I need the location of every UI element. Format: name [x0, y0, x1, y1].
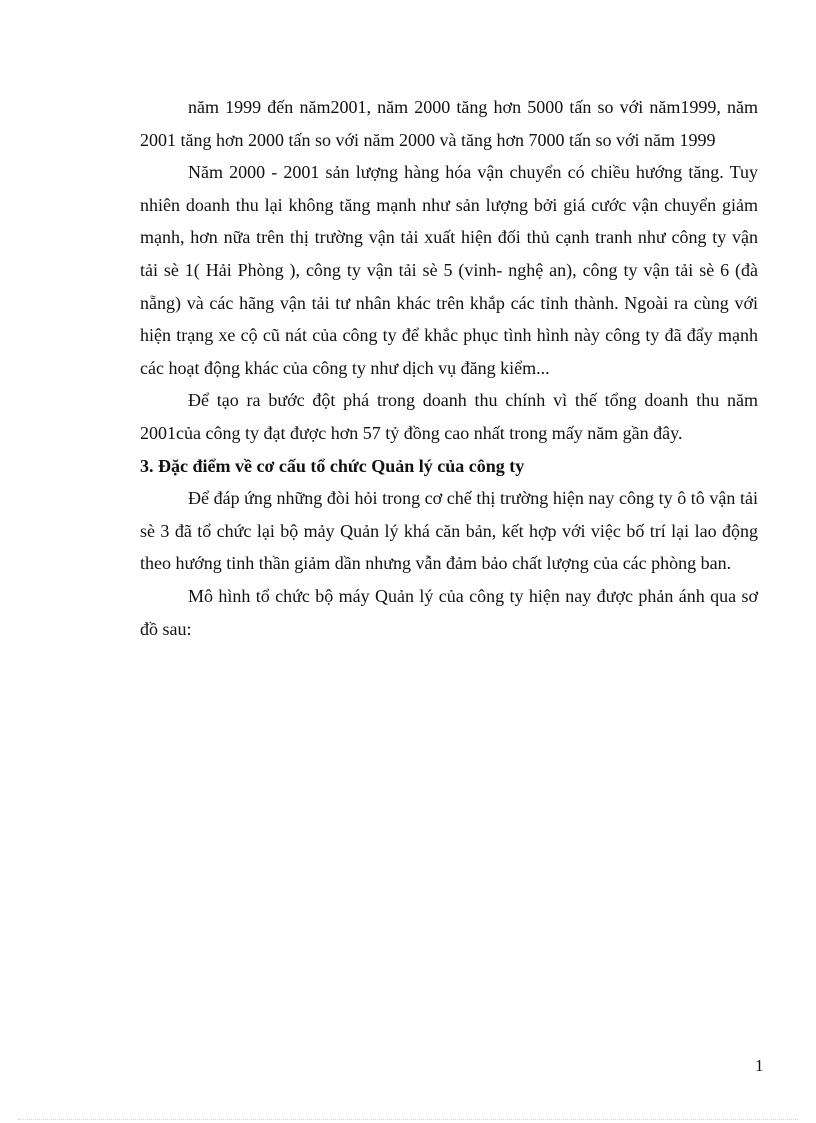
paragraph-3: Để tạo ra bước đột phá trong doanh thu chính vì thế tổng doanh thu năm 2001của công ty đạt được hơn 57 tỷ đồng cao nhất trong mấy năm gần đây. — [140, 390, 758, 443]
paragraph-1: năm 1999 đến năm2001, năm 2000 tăng hơn 5000 tấn so với năm1999, năm 2001 tăng hơn 2000 tấn so với năm 2000 và tăng hơn 7000 tấn so với năm 1999 — [140, 97, 758, 150]
page-number: 1 — [755, 1056, 764, 1075]
document-body — [140, 91, 758, 645]
paragraph-5: Mô hình tổ chức bộ máy Quản lý của công ty hiện nay được phản ánh qua sơ đồ sau: — [140, 585, 758, 639]
section-heading: 3. Đặc điểm về cơ cấu tổ chức Quản lý của công ty — [140, 455, 525, 476]
paragraph-2: Năm 2000 - 2001 sản lượng hàng hóa vận chuyển có chiều hướng tăng. Tuy nhiên doanh thu lại không tăng mạnh như sản lượng bởi giá cước vận chuyển giảm mạnh, hơn nữa trên thị trường vận tải xuất hiện đối thủ cạnh tranh như công ty vận tải sè 1( Hải Phòng ), công ty vận tải sè 5 (vinh- nghệ an), công ty vận tải sè 6 (đà nẵng) và các hãng vận tải tư nhân khác trên khắp các tỉnh thành. Ngoài ra cùng với hiện trạng xe cộ cũ nát của công ty để khắc phục tình hình này công ty đã đẩy mạnh các hoạt động khác của công ty như dịch vụ đăng kiểm... — [140, 162, 758, 378]
page-bottom-divider — [18, 1119, 798, 1120]
paragraph-4: Để đáp ứng những đòi hỏi trong cơ chế thị trường hiện nay công ty ô tô vận tải sè 3 đã tổ chức lại bộ mảy Quản lý khá căn bản, kết hợp với việc bố trí lại lao động theo hướng tinh thần giảm dần nhưng vẫn đảm bảo chất lượng của các phòng ban. — [140, 488, 758, 574]
